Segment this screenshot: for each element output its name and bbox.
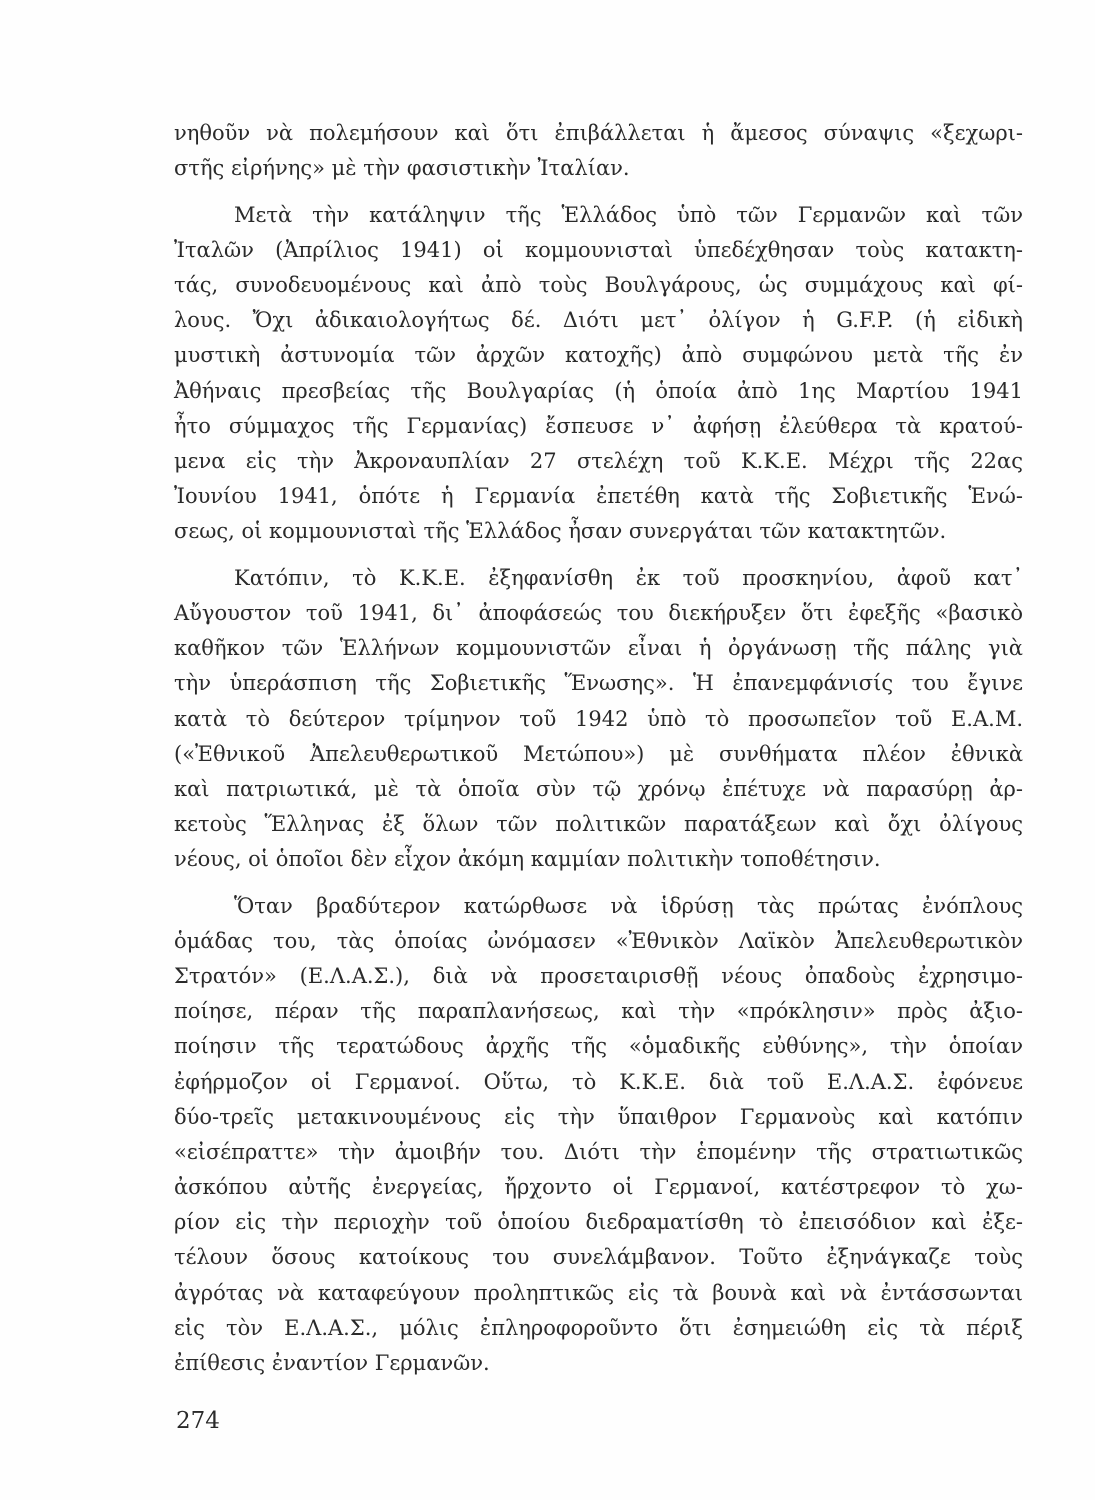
text-line: ἐφήρμοζον οἱ Γερμανοί. Οὕτω, τὸ Κ.Κ.Ε. διὰ τοῦ Ε.Λ.Α.Σ. ἐφόνευε — [174, 1069, 1023, 1094]
text-line: Μετὰ τὴν κατάληψιν τῆς Ἑλλάδος ὑπὸ τῶν Γερμανῶν καὶ τῶν — [234, 202, 1023, 227]
text-line: κατὰ τὸ δεύτερον τρίμηνον τοῦ 1942 ὑπὸ τὸ προσωπεῖον τοῦ Ε.Α.Μ. — [174, 706, 1023, 731]
text-line: ποίησιν τῆς τερατώδους ἀρχῆς τῆς «ὁμαδικῆς εὐθύνης», τὴν ὁποίαν — [174, 1034, 1023, 1059]
text-line: Στρατόν» (Ε.Λ.Α.Σ.), διὰ νὰ προσεταιρισθῇ νέους ὀπαδοὺς ἐχρησιμο- — [174, 964, 1023, 989]
text-line: («Ἐθνικοῦ Ἀπελευθερωτικοῦ Μετώπου») μὲ συνθήματα πλέον ἐθνικὰ — [174, 741, 1023, 766]
text-line: καθῆκον τῶν Ἑλλήνων κομμουνιστῶν εἶναι ἡ ὀργάνωσῃ τῆς πάλης γιὰ — [174, 636, 1023, 661]
text-line: «εἰσέπραττε» τὴν ἀμοιβήν του. Διότι τὴν ἑπομένην τῆς στρατιωτικῶς — [174, 1139, 1023, 1164]
text-line: Ὅταν βραδύτερον κατώρθωσε νὰ ἱδρύσῃ τὰς πρώτας ἐνόπλους — [234, 893, 1023, 918]
text-line: ἀγρότας νὰ καταφεύγουν προληπτικῶς εἰς τὰ βουνὰ καὶ νὰ ἐντάσσωνται — [174, 1280, 1023, 1305]
text-line: Κατόπιν, τὸ Κ.Κ.Ε. ἐξηφανίσθη ἐκ τοῦ προσκηνίου, ἀφοῦ κατ᾽ — [234, 565, 1023, 590]
text-line: Ἀθήναις πρεσβείας τῆς Βουλγαρίας (ἡ ὁποία ἀπὸ 1ης Μαρτίου 1941 — [174, 378, 1023, 403]
text-line: δύο-τρεῖς μετακινουμένους εἰς τὴν ὕπαιθρον Γερμανοὺς καὶ κατόπιν — [174, 1104, 1023, 1129]
text-line: Ἰουνίου 1941, ὁπότε ἡ Γερμανία ἐπετέθη κατὰ τῆς Σοβιετικῆς Ἑνώ- — [174, 484, 1023, 509]
text-line: τάς, συνοδευομένους καὶ ἀπὸ τοὺς Βουλγάρους, ὡς συμμάχους καὶ φί- — [174, 273, 1023, 298]
text-line: Αὔγουστον τοῦ 1941, δι᾽ ἀποφάσεώς του διεκήρυξεν ὅτι ἐφεξῆς «βασικὸ — [174, 601, 1023, 626]
text-line: νέους, οἱ ὁποῖοι δὲν εἶχον ἀκόμη καμμίαν πολιτικὴν τοποθέτησιν. — [174, 847, 881, 872]
text-line: στῆς εἰρήνης» μὲ τὴν φασιστικὴν Ἰταλίαν. — [174, 156, 630, 181]
text-line: εἰς τὸν Ε.Λ.Α.Σ., μόλις ἐπληροφοροῦντο ὅτι ἐσημειώθη εἰς τὰ πέριξ — [174, 1315, 1023, 1340]
text-line: ἦτο σύμμαχος τῆς Γερμανίας) ἔσπευσε ν᾽ ἀφήσῃ ἐλεύθερα τὰ κρατού- — [174, 413, 1023, 438]
text-line: νηθοῦν νὰ πολεμήσουν καὶ ὅτι ἐπιβάλλεται ἡ ἄμεσος σύναψις «ξεχωρι- — [174, 121, 1023, 145]
text-line: τέλουν ὅσους κατοίκους του συνελάμβανον. Τοῦτο ἐξηνάγκαζε τοὺς — [174, 1245, 1023, 1270]
text-line: σεως, οἱ κομμουνισταὶ τῆς Ἑλλάδος ἦσαν συνεργάται τῶν κατακτητῶν. — [174, 519, 947, 544]
text-line: μυστικὴ ἀστυνομία τῶν ἀρχῶν κατοχῆς) ἀπὸ συμφώνου μετὰ τῆς ἐν — [174, 343, 1023, 368]
text-line: ἀσκόπου αὐτῆς ἐνεργείας, ἤρχοντο οἱ Γερμανοί, κατέστρεφον τὸ χω- — [174, 1175, 1023, 1200]
text-line: Ἰταλῶν (Ἀπρίλιος 1941) οἱ κομμουνισταὶ ὑπεδέχθησαν τοὺς κατακτη- — [174, 237, 1023, 262]
text-line: ἐπίθεσις ἐναντίον Γερμανῶν. — [174, 1351, 490, 1375]
text-line: λους. Ὄχι ἀδικαιολογήτως δέ. Διότι μετ᾽ ὀλίγον ἡ G.F.P. (ἡ εἰδικὴ — [174, 308, 1023, 333]
page-number: 274 — [176, 1408, 220, 1434]
text-line: μενα εἰς τὴν Ἀκροναυπλίαν 27 στελέχη τοῦ Κ.Κ.Ε. Μέχρι τῆς 22ας — [174, 448, 1023, 473]
text-line: κετοὺς Ἕλληνας ἐξ ὅλων τῶν πολιτικῶν παρατάξεων καὶ ὄχι ὀλίγους — [174, 812, 1023, 837]
text-line: τὴν ὑπεράσπιση τῆς Σοβιετικῆς Ἕνωσης». Ἡ ἐπανεμφάνισίς του ἔγινε — [174, 671, 1023, 696]
text-line: καὶ πατριωτικά, μὲ τὰ ὁποῖα σὺν τῷ χρόνῳ ἐπέτυχε νὰ παρασύρῃ ἀρ- — [174, 776, 1023, 801]
text-line: ποίησε, πέραν τῆς παραπλανήσεως, καὶ τὴν «πρόκλησιν» πρὸς ἀξιο- — [174, 999, 1023, 1024]
text-line: ὁμάδας του, τὰς ὁποίας ὠνόμασεν «Ἐθνικὸν Λαϊκὸν Ἀπελευθερωτικὸν — [174, 928, 1023, 953]
text-line: ρίον εἰς τὴν περιοχὴν τοῦ ὁποίου διεδραματίσθη τὸ ἐπεισόδιον καὶ ἐξε- — [174, 1210, 1023, 1235]
